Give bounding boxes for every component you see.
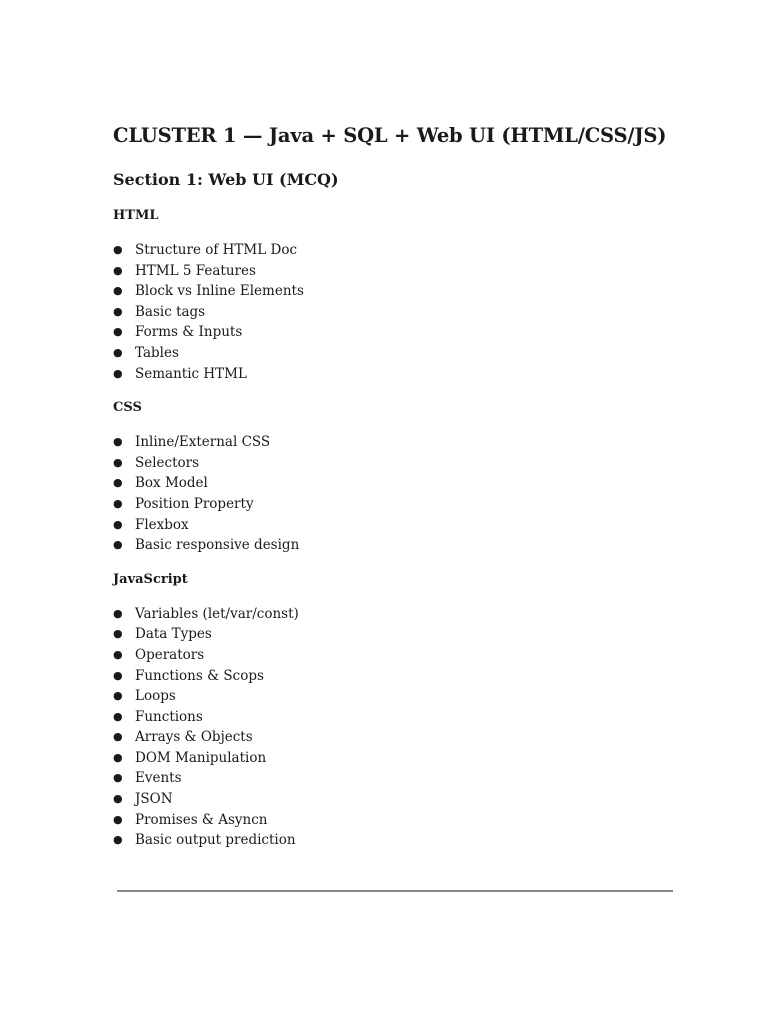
bullet-icon: ● [113,517,123,531]
list-item-text: Data Types [135,626,212,643]
list-item-text: Operators [135,646,205,663]
group-heading-css: CSS [113,400,142,416]
bullet-icon: ● [113,476,123,490]
bullet-icon: ● [113,263,123,277]
horizontal-divider [117,890,673,892]
list-item [113,810,713,831]
bullet-icon: ● [113,284,123,298]
list-item-text: Semantic HTML [135,365,247,382]
list-item-text: Tables [135,344,179,361]
list-item-text: Loops [135,688,176,705]
bullet-icon: ● [113,647,123,661]
list-item-text: Promises & Asyncn [135,811,268,828]
document-title: CLUSTER 1 — Java + SQL + Web UI (HTML/CSS/JS) [113,124,667,147]
list-item-text: Forms & Inputs [135,324,243,341]
list-item-text: Basic output prediction [135,832,296,849]
bullet-icon: ● [113,689,123,703]
list-item-text: Variables (let/var/const) [135,605,299,622]
topic-list-javascript [113,604,713,851]
list-item [113,666,713,687]
list-item [113,789,713,810]
list-item [113,343,713,364]
list-item-text: Structure of HTML Doc [135,242,298,258]
list-item-text: Position Property [135,495,254,512]
bullet-icon: ● [113,792,123,806]
list-item-text: Events [135,770,182,787]
list-item [113,494,713,515]
bullet-icon: ● [113,435,123,449]
list-item [113,645,713,666]
list-item [113,748,713,769]
bullet-icon: ● [113,243,123,256]
list-item [113,364,713,385]
list-item-text: Functions & Scops [135,667,264,684]
list-item-text: Block vs Inline Elements [135,283,304,300]
bullet-icon: ● [113,771,123,785]
bullet-icon: ● [113,538,123,552]
list-item-text: Flexbox [135,516,189,533]
bullet-icon: ● [113,455,123,469]
bullet-icon: ● [113,496,123,510]
bullet-icon: ● [113,833,123,847]
list-item-text: Selectors [135,454,200,471]
list-item [113,727,713,748]
bullet-icon: ● [113,325,123,339]
list-item [113,432,713,453]
list-item [113,830,713,851]
list-item [113,768,713,789]
list-item-text: Box Model [135,475,208,492]
bullet-icon: ● [113,366,123,380]
list-item-text: JSON [135,791,173,808]
group-heading-javascript: JavaScript [113,571,188,587]
bullet-icon: ● [113,812,123,826]
list-item [113,624,713,645]
bullet-icon: ● [113,606,123,620]
list-item [113,302,713,323]
list-item [113,453,713,474]
list-item [113,535,713,556]
topic-list-css [113,432,713,556]
list-item [113,604,713,625]
list-item [113,473,713,494]
list-item-text: Inline/External CSS [135,434,271,451]
list-item-text: HTML 5 Features [135,262,256,279]
list-item [113,240,713,261]
list-item-text: Basic tags [135,303,206,320]
list-item-text: Arrays & Objects [135,729,253,746]
bullet-icon: ● [113,750,123,764]
list-item-text: Functions [135,708,203,725]
section-title: Section 1: Web UI (MCQ) [113,170,339,189]
document-page [113,122,713,851]
list-item-text: DOM Manipulation [135,749,267,766]
list-item [113,261,713,282]
bullet-icon: ● [113,709,123,723]
bullet-icon: ● [113,668,123,682]
bullet-icon: ● [113,304,123,318]
topic-list-html [113,240,713,384]
list-item [113,281,713,302]
list-item-text: Basic responsive design [135,537,300,554]
group-heading-html: HTML [113,208,159,223]
list-item [113,515,713,536]
list-item [113,707,713,728]
list-item [113,322,713,343]
bullet-icon: ● [113,627,123,641]
list-item [113,686,713,707]
bullet-icon: ● [113,730,123,744]
bullet-icon: ● [113,345,123,359]
